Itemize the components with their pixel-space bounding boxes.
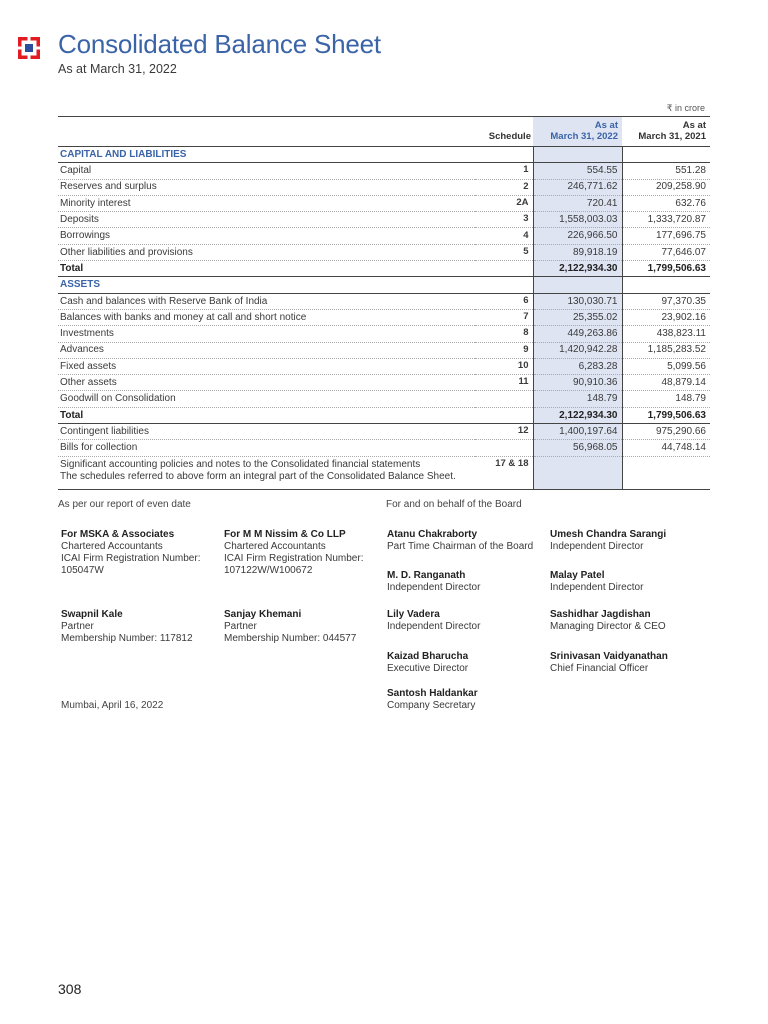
row-schedule: 9 bbox=[475, 342, 533, 358]
row-label: Bills for collection bbox=[58, 440, 475, 456]
row-schedule: 1 bbox=[475, 163, 533, 179]
partner-role: Partner bbox=[61, 621, 94, 632]
row-previous-value: 1,799,506.63 bbox=[622, 407, 710, 423]
row-schedule: 7 bbox=[475, 309, 533, 325]
table-row-other-liabilities bbox=[58, 244, 710, 260]
row-label: Minority interest bbox=[58, 195, 475, 211]
row-schedule: 11 bbox=[475, 375, 533, 391]
row-label: Deposits bbox=[58, 212, 475, 228]
row-previous-value: 1,333,720.87 bbox=[622, 212, 710, 228]
row-current-value: 720.41 bbox=[533, 195, 622, 211]
auditor-report-note: As per our report of even date bbox=[58, 499, 191, 510]
row-label: Goodwill on Consolidation bbox=[58, 391, 475, 407]
currency-unit-note: ₹ in crore bbox=[666, 103, 705, 113]
partner-name: Swapnil Kale bbox=[61, 609, 123, 620]
member-role: Part Time Chairman of the Board bbox=[387, 541, 534, 552]
row-current-value: 1,558,003.03 bbox=[533, 212, 622, 228]
board-intro: For and on behalf of the Board bbox=[386, 499, 522, 510]
page-number: 308 bbox=[58, 981, 82, 997]
row-schedule: 5 bbox=[475, 244, 533, 260]
row-current-value: 2,122,934.30 bbox=[533, 261, 622, 277]
row-current-value: 6,283.28 bbox=[533, 358, 622, 374]
row-current-value: 226,966.50 bbox=[533, 228, 622, 244]
previous-year-header-line1: As at bbox=[682, 120, 706, 132]
member-name: Umesh Chandra Sarangi bbox=[550, 529, 667, 540]
table-row-investments bbox=[58, 326, 710, 342]
section-row-capital-liabilities bbox=[58, 147, 710, 163]
row-schedule: 6 bbox=[475, 293, 533, 309]
row-current-value: 56,968.05 bbox=[533, 440, 622, 456]
auditor-firm-2 bbox=[224, 529, 363, 577]
member-role: Independent Director bbox=[550, 582, 644, 593]
row-schedule: 4 bbox=[475, 228, 533, 244]
member-name: Malay Patel bbox=[550, 570, 605, 581]
row-label: Other assets bbox=[58, 375, 475, 391]
member-name: Srinivasan Vaidyanathan bbox=[550, 651, 668, 662]
row-schedule: 12 bbox=[475, 424, 533, 440]
table-row-fixed-assets bbox=[58, 358, 710, 374]
member-role: Company Secretary bbox=[387, 700, 476, 711]
table-row-assets-total bbox=[58, 407, 710, 423]
row-current-value: 89,918.19 bbox=[533, 244, 622, 260]
member-role: Managing Director & CEO bbox=[550, 621, 666, 632]
table-row-deposits bbox=[58, 212, 710, 228]
table-row-contingent-liabilities bbox=[58, 424, 710, 440]
member-role: Independent Director bbox=[550, 541, 644, 552]
auditor-partner-2 bbox=[224, 609, 356, 645]
page-subtitle: As at March 31, 2022 bbox=[58, 62, 177, 76]
section-label: CAPITAL AND LIABILITIES bbox=[58, 147, 475, 163]
member-name: M. D. Ranganath bbox=[387, 570, 466, 581]
row-previous-value: 97,370.35 bbox=[622, 293, 710, 309]
board-member bbox=[387, 570, 480, 594]
current-year-header-line1: As at bbox=[594, 120, 618, 132]
firm-name: For MSKA & Associates bbox=[61, 529, 175, 540]
table-row-liabilities-total bbox=[58, 261, 710, 277]
row-label: Total bbox=[58, 407, 475, 423]
table-row-borrowings bbox=[58, 228, 710, 244]
row-label: Capital bbox=[58, 163, 475, 179]
firm-registration: 107122W/W100672 bbox=[224, 565, 313, 576]
row-schedule: 2A bbox=[475, 195, 533, 211]
row-schedule: 10 bbox=[475, 358, 533, 374]
current-year-header bbox=[533, 117, 622, 147]
row-previous-value: 975,290.66 bbox=[622, 424, 710, 440]
partner-role: Partner bbox=[224, 621, 257, 632]
row-current-value: 246,771.62 bbox=[533, 179, 622, 195]
table-row-capital bbox=[58, 163, 710, 179]
particulars-header bbox=[58, 117, 475, 147]
row-current-value: 90,910.36 bbox=[533, 375, 622, 391]
auditor-partner-1 bbox=[61, 609, 193, 645]
bank-logo-icon bbox=[18, 37, 40, 59]
notes-line-1: Significant accounting policies and notes to the Consolidated financial statements bbox=[60, 458, 421, 470]
row-schedule: 2 bbox=[475, 179, 533, 195]
row-previous-value: 5,099.56 bbox=[622, 358, 710, 374]
row-label: Balances with banks and money at call and short notice bbox=[58, 309, 475, 325]
row-previous-value: 177,696.75 bbox=[622, 228, 710, 244]
member-role: Chief Financial Officer bbox=[550, 663, 649, 674]
row-previous-value: 23,902.16 bbox=[622, 309, 710, 325]
board-member bbox=[550, 570, 643, 594]
notes-text bbox=[58, 456, 475, 489]
row-label: Borrowings bbox=[58, 228, 475, 244]
firm-line: Chartered Accountants bbox=[224, 541, 326, 552]
schedule-header: Schedule bbox=[475, 117, 533, 147]
row-previous-value: 1,185,283.52 bbox=[622, 342, 710, 358]
current-year-header-line2: March 31, 2022 bbox=[550, 131, 618, 143]
table-row-cash-rbi bbox=[58, 293, 710, 309]
row-current-value: 449,263.86 bbox=[533, 326, 622, 342]
table-row-reserves bbox=[58, 179, 710, 195]
page-title: Consolidated Balance Sheet bbox=[58, 29, 381, 59]
firm-name: For M M Nissim & Co LLP bbox=[224, 529, 346, 540]
row-previous-value: 44,748.14 bbox=[622, 440, 710, 456]
row-schedule: 3 bbox=[475, 212, 533, 228]
previous-year-header bbox=[622, 117, 710, 147]
table-row-minority-interest bbox=[58, 195, 710, 211]
row-previous-value: 209,258.90 bbox=[622, 179, 710, 195]
row-schedule bbox=[475, 391, 533, 407]
member-name: Atanu Chakraborty bbox=[387, 529, 478, 540]
row-label: Contingent liabilities bbox=[58, 424, 475, 440]
firm-line: ICAI Firm Registration Number: bbox=[61, 553, 201, 564]
board-member bbox=[550, 609, 666, 633]
board-member bbox=[387, 651, 468, 675]
row-label: Advances bbox=[58, 342, 475, 358]
row-current-value: 130,030.71 bbox=[533, 293, 622, 309]
balance-sheet-table bbox=[58, 116, 710, 490]
table-row-notes bbox=[58, 456, 710, 489]
row-label: Other liabilities and provisions bbox=[58, 244, 475, 260]
row-label: Investments bbox=[58, 326, 475, 342]
row-schedule: 8 bbox=[475, 326, 533, 342]
row-label: Reserves and surplus bbox=[58, 179, 475, 195]
previous-year-header-line2: March 31, 2021 bbox=[638, 131, 706, 143]
row-previous-value: 1,799,506.63 bbox=[622, 261, 710, 277]
table-row-bank-balances bbox=[58, 309, 710, 325]
partner-name: Sanjay Khemani bbox=[224, 609, 302, 620]
table-row-other-assets bbox=[58, 375, 710, 391]
firm-line: ICAI Firm Registration Number: bbox=[224, 553, 364, 564]
row-previous-value: 148.79 bbox=[622, 391, 710, 407]
row-label: Cash and balances with Reserve Bank of India bbox=[58, 293, 475, 309]
member-name: Santosh Haldankar bbox=[387, 688, 478, 699]
row-previous-value: 438,823.11 bbox=[622, 326, 710, 342]
firm-registration: 105047W bbox=[61, 565, 104, 576]
board-member bbox=[550, 529, 666, 553]
board-member bbox=[387, 688, 478, 712]
notes-line-2: The schedules referred to above form an integral part of the Consolidated Balance Sheet. bbox=[60, 470, 456, 482]
row-previous-value: 551.28 bbox=[622, 163, 710, 179]
row-current-value: 1,400,197.64 bbox=[533, 424, 622, 440]
row-previous-value: 77,646.07 bbox=[622, 244, 710, 260]
row-current-value: 554.55 bbox=[533, 163, 622, 179]
row-current-value: 1,420,942.28 bbox=[533, 342, 622, 358]
row-current-value: 25,355.02 bbox=[533, 309, 622, 325]
row-label: Fixed assets bbox=[58, 358, 475, 374]
table-row-advances bbox=[58, 342, 710, 358]
row-current-value: 148.79 bbox=[533, 391, 622, 407]
table-row-goodwill bbox=[58, 391, 710, 407]
place-and-date: Mumbai, April 16, 2022 bbox=[61, 700, 164, 711]
partner-membership: Membership Number: 044577 bbox=[224, 633, 357, 644]
member-name: Kaizad Bharucha bbox=[387, 651, 469, 662]
notes-schedule: 17 & 18 bbox=[475, 456, 533, 489]
firm-line: Chartered Accountants bbox=[61, 541, 163, 552]
row-current-value: 2,122,934.30 bbox=[533, 407, 622, 423]
row-previous-value: 632.76 bbox=[622, 195, 710, 211]
partner-membership: Membership Number: 117812 bbox=[61, 633, 193, 644]
row-label: Total bbox=[58, 261, 475, 277]
row-schedule bbox=[475, 440, 533, 456]
table-row-bills-for-collection bbox=[58, 440, 710, 456]
member-role: Executive Director bbox=[387, 663, 469, 674]
section-row-assets bbox=[58, 277, 710, 293]
auditor-firm-1 bbox=[61, 529, 200, 577]
member-role: Independent Director bbox=[387, 621, 481, 632]
board-member bbox=[387, 529, 533, 553]
member-name: Lily Vadera bbox=[387, 609, 440, 620]
section-label: ASSETS bbox=[58, 277, 475, 293]
board-member bbox=[550, 651, 668, 675]
board-member bbox=[387, 609, 480, 633]
member-name: Sashidhar Jagdishan bbox=[550, 609, 651, 620]
member-role: Independent Director bbox=[387, 582, 481, 593]
row-previous-value: 48,879.14 bbox=[622, 375, 710, 391]
table-header-row bbox=[58, 117, 710, 147]
